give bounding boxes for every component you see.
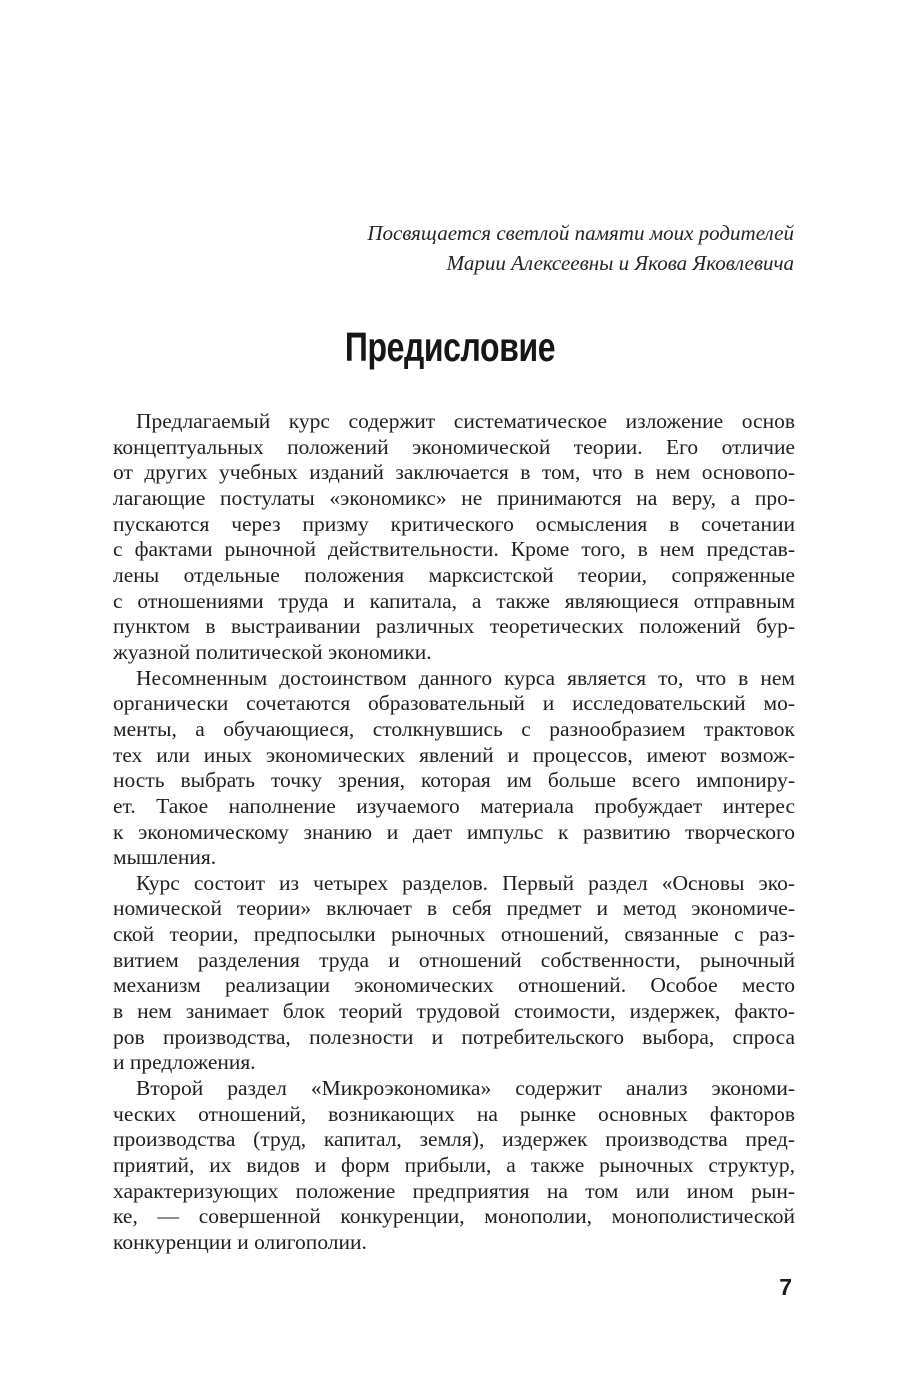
text-line: ке, — совершенной конкуренции, монополии, монополистической (113, 1204, 795, 1229)
text-line: ров производства, полезности и потребительского выбора, спроса (113, 1024, 795, 1049)
dedication (113, 218, 794, 278)
chapter-title: Предисловие (344, 324, 556, 370)
text-line: мышления. (113, 845, 217, 870)
text-line: с отношениями труда и капитала, а также являющиеся отправным (113, 588, 795, 613)
text-line: конкуренции и олигополии. (113, 1230, 367, 1254)
text-line: органически сочетаются образовательный и исследовательский мо- (113, 691, 795, 716)
text-line: к экономическому знанию и дает импульс к развитию творческого (113, 819, 795, 844)
text-line: пускаются через призму критического осмысления в сочетании (113, 511, 795, 536)
text-line: Предлагаемый курс содержит систематическое изложение основ (136, 409, 795, 433)
text-line: ность выбрать точку зрения, которая им больше всего импониру- (113, 768, 795, 793)
text-line: характеризующих положение предприятия на том или ином рын- (113, 1178, 795, 1203)
text-line: витием разделения труда и отношений собственности, рыночный (113, 947, 795, 972)
text-line: производства (труд, капитал, земля), издержек производства пред- (113, 1127, 795, 1152)
text-line: номической теории» включает в себя предмет и метод экономиче- (113, 896, 795, 921)
text-line: приятий, их видов и форм прибыли, а также рыночных структур, (113, 1153, 795, 1178)
text-line: и предложения. (113, 1050, 256, 1075)
text-line: пунктом в выстраивании различных теоретических положений бур- (113, 614, 795, 639)
text-line: в нем занимает блок теорий трудовой стоимости, издержек, факто- (113, 999, 795, 1024)
text-line: ской теории, предпосылки рыночных отношений, связанные с раз- (113, 922, 795, 947)
text-line: Курс состоит из четырех разделов. Первый раздел «Основы эко- (136, 870, 795, 895)
text-line: Второй раздел «Микроэкономика» содержит анализ экономи- (136, 1076, 795, 1101)
text-line: концептуальных положений экономической теории. Его отличие (113, 434, 795, 459)
text-line: от других учебных изданий заключается в том, что в нем основопо- (113, 460, 795, 485)
body-text (113, 409, 795, 1256)
text-line: Несомненным достоинством данного курса является то, что в нем (136, 665, 795, 690)
dedication-line-2: Марии Алексеевны и Якова Яковлевича (446, 251, 794, 275)
text-line: с фактами рыночной действительности. Кроме того, в нем представ- (113, 537, 795, 562)
page-number: 7 (779, 1274, 792, 1300)
text-line: ет. Такое наполнение изучаемого материала пробуждает интерес (113, 793, 795, 818)
text-line: лагающие постулаты «экономикс» не принимаются на веру, а про- (113, 485, 795, 510)
text-line: ческих отношений, возникающих на рынке основных факторов (113, 1101, 795, 1126)
text-line: лены отдельные положения марксистской теории, сопряженные (113, 562, 795, 587)
dedication-line-1: Посвящается светлой памяти моих родителей (367, 221, 794, 245)
text-line: механизм реализации экономических отношений. Особое место (113, 973, 795, 998)
text-line: менты, а обучающиеся, столкнувшись с разнообразием трактовок (113, 716, 795, 741)
text-line: тех или иных экономических явлений и процессов, имеют возмож- (113, 742, 795, 767)
text-line: жуазной политической экономики. (113, 639, 432, 664)
